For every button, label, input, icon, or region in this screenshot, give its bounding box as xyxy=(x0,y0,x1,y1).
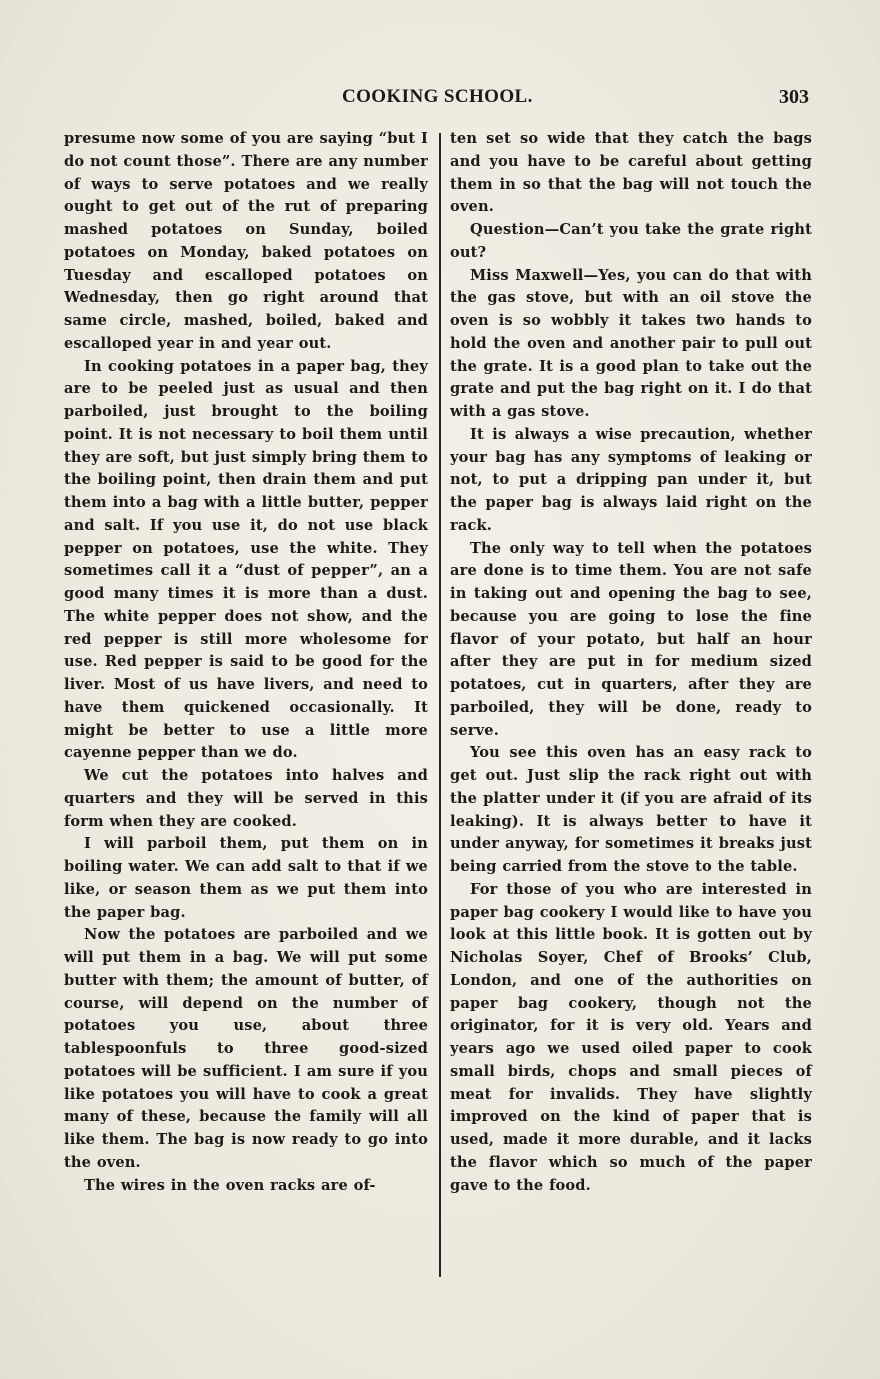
paragraph: In cooking potatoes in a paper bag, they are to be peeled just as usual and then parboiled, just brought to the boiling point. It is not necessary to boil them until they are soft, but just simply bring them to the boiling point, then drain them and put them into a bag with a little butter, pepper and salt. If you use it, do not use black pepper on potatoes, use the white. They sometimes call it a “dust of pepper”, an a good many times it is more than a dust. The white pepper does not show, and the red pepper is still more wholesome for use. Red pepper is said to be good for the liver. Most of us have livers, and need to have them quickened occasionally. It might be better to use a little more cayenne pepper than we do. xyxy=(64,357,428,762)
paragraph: The only way to tell when the potatoes are done is to time them. You are not safe in taking out and opening the bag to see, because you are going to lose the fine flavor of your potato, but half an hour after they are put in for medium sized potatoes, cut in quarters, after they are parboiled, they will be done, ready to serve. xyxy=(450,539,812,739)
right-column xyxy=(450,128,812,1197)
page-number: 303 xyxy=(779,86,809,108)
page-header xyxy=(0,86,880,110)
column-divider xyxy=(439,133,441,1277)
paragraph: For those of you who are interested in paper bag cookery I would like to have you look at this little book. It is gotten out by Nicholas Soyer, Chef of Brooks’ Club, London, and one of the authorities on paper bag cookery, though not the originator, for it is very old. Years and years ago we used oiled paper to cook small birds, chops and small pieces of meat for invalids. They have slightly improved on the kind of paper that is used, made it more durable, and it lacks the flavor which so much of the paper gave to the food. xyxy=(450,880,812,1194)
paragraph: Miss Maxwell—Yes, you can do that with the gas stove, but with an oil stove the oven is so wobbly it takes two hands to hold the oven and another pair to pull out the grate. It is a good plan to take out the grate and put the bag right on it. I do that with a gas stove. xyxy=(450,266,812,420)
paragraph: Now the potatoes are parboiled and we will put them in a bag. We will put some butter with them; the amount of butter, of course, will depend on the number of potatoes you use, about three tablespoonfuls to three good-sized potatoes will be sufficient. I am sure if you like potatoes you will have to cook a great many of these, because the family will all like them. The bag is now ready to go into the oven. xyxy=(64,926,428,1171)
paragraph-continued: ten set so wide that they catch the bags and you have to be careful about getting them in so that the bag will not touch the oven. xyxy=(450,130,812,216)
paragraph: Question—Can’t you take the grate right out? xyxy=(450,221,812,261)
paragraph: I will parboil them, put them on in boiling water. We can add salt to that if we like, or season them as we put them into the paper bag. xyxy=(64,835,428,921)
paragraph: You see this oven has an easy rack to get out. Just slip the rack right out with the platter under it (if you are afraid of its leaking). It is always better to have it under anyway, for sometimes it breaks just being carried from the stove to the table. xyxy=(450,744,812,875)
paragraph: It is always a wise precaution, whether your bag has any symptoms of leaking or not, to put a dripping pan under it, but the paper bag is always laid right on the rack. xyxy=(450,425,812,534)
paragraph: We cut the potatoes into halves and quarters and they will be served in this form when they are cooked. xyxy=(64,767,428,830)
paragraph-continued: presume now some of you are saying “but I do not count those”. There are any number of ways to serve potatoes and we really ought to get out of the rut of preparing mashed potatoes on Sunday, boiled potatoes on Monday, baked potatoes on Tuesday and escalloped potatoes on Wednesday, then go right around that same circle, mashed, boiled, baked and escalloped year in and year out. xyxy=(64,130,428,352)
running-head: COOKING SCHOOL. xyxy=(342,86,533,107)
paragraph: The wires in the oven racks are of- xyxy=(84,1176,376,1194)
left-column xyxy=(64,128,428,1197)
